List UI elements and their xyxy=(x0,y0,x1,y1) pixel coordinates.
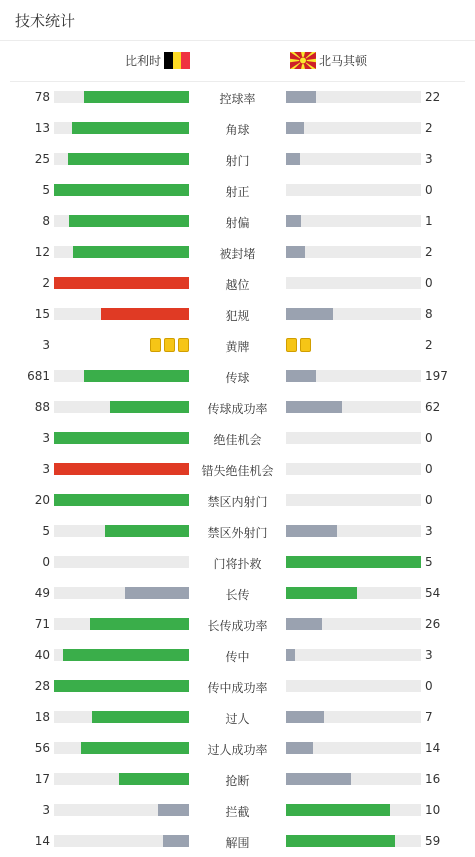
away-stat-bar-track xyxy=(286,432,421,444)
stat-label: 过人 xyxy=(225,712,250,726)
away-stat-value: 197 xyxy=(425,369,448,383)
away-stat-bar-track xyxy=(286,122,421,134)
teams-header xyxy=(10,41,465,82)
away-stat-value: 0 xyxy=(425,431,433,445)
home-stat-value: 20 xyxy=(34,493,50,507)
home-stat-value: 28 xyxy=(34,679,50,693)
away-stat-bar-track xyxy=(286,153,421,165)
away-stat-bar xyxy=(286,711,324,723)
home-stat-bar-track xyxy=(54,463,189,475)
stat-label: 门将扑救 xyxy=(213,557,262,571)
home-stat-value: 15 xyxy=(34,307,50,321)
stat-row xyxy=(0,299,475,330)
stat-row xyxy=(0,826,475,857)
away-stat-bar-track xyxy=(286,277,421,289)
stat-label: 黄牌 xyxy=(225,340,250,354)
away-stat-bar xyxy=(286,525,337,537)
home-stat-value: 17 xyxy=(34,772,50,786)
away-stat-bar xyxy=(286,370,316,382)
header xyxy=(0,0,475,41)
stat-row xyxy=(0,237,475,268)
away-stat-value: 5 xyxy=(425,555,433,569)
away-stat-bar-track xyxy=(286,804,421,816)
stat-label: 解围 xyxy=(225,836,250,850)
away-stat-value: 59 xyxy=(425,834,441,848)
away-stat-bar xyxy=(286,246,305,258)
yellow-card-icon xyxy=(150,338,161,352)
away-stat-bar-track xyxy=(286,370,421,382)
away-stat-bar-track xyxy=(286,556,421,568)
stat-row xyxy=(0,485,475,516)
home-stat-value: 0 xyxy=(42,555,50,569)
away-stat-bar-track xyxy=(286,618,421,630)
home-stat-value: 88 xyxy=(34,400,50,414)
stat-label: 传中成功率 xyxy=(207,681,268,695)
yellow-card-icon xyxy=(300,338,311,352)
home-stat-bar xyxy=(54,494,189,506)
home-stat-bar-track xyxy=(54,122,189,134)
stat-label: 禁区外射门 xyxy=(207,526,268,540)
home-stat-bar xyxy=(105,525,189,537)
home-team-name: 比利时 xyxy=(124,54,161,68)
stat-row xyxy=(0,392,475,423)
away-stat-value: 26 xyxy=(425,617,441,631)
yellow-card-icon xyxy=(178,338,189,352)
away-stat-bar xyxy=(286,804,390,816)
home-stat-bar xyxy=(84,91,189,103)
away-stat-bar-track xyxy=(286,587,421,599)
away-stat-bar-track xyxy=(286,494,421,506)
stat-label: 拦截 xyxy=(225,805,250,819)
away-yellow-cards xyxy=(286,338,311,352)
stat-row xyxy=(0,82,475,113)
home-stat-bar xyxy=(92,711,189,723)
home-stat-bar-track xyxy=(54,773,189,785)
stat-row xyxy=(0,268,475,299)
away-stat-bar-track xyxy=(286,711,421,723)
away-stat-bar-track xyxy=(286,742,421,754)
stat-row xyxy=(0,206,475,237)
home-stat-value: 2 xyxy=(42,276,50,290)
stat-row xyxy=(0,733,475,764)
home-stat-bar xyxy=(69,215,189,227)
stat-label: 被封堵 xyxy=(219,247,256,261)
home-stat-value: 71 xyxy=(34,617,50,631)
stat-label: 长传成功率 xyxy=(207,619,268,633)
home-stat-bar xyxy=(72,122,189,134)
away-stat-value: 62 xyxy=(425,400,441,414)
stat-row xyxy=(0,516,475,547)
home-stat-value: 49 xyxy=(34,586,50,600)
home-stat-bar xyxy=(81,742,189,754)
stat-label: 射偏 xyxy=(225,216,250,230)
home-stat-bar-track xyxy=(54,556,189,568)
stat-row xyxy=(0,764,475,795)
north-macedonia-flag-icon xyxy=(290,52,316,69)
home-stat-bar-track xyxy=(54,432,189,444)
home-stat-bar xyxy=(73,246,189,258)
away-stat-value: 0 xyxy=(425,679,433,693)
away-stat-bar-track xyxy=(286,401,421,413)
home-stat-bar-track xyxy=(54,618,189,630)
home-stat-value: 13 xyxy=(34,121,50,135)
home-stat-value: 8 xyxy=(42,214,50,228)
away-stat-bar xyxy=(286,649,295,661)
home-stat-bar xyxy=(68,153,189,165)
away-stat-bar-track xyxy=(286,215,421,227)
home-stat-bar-track xyxy=(54,835,189,847)
home-stat-bar xyxy=(84,370,189,382)
stat-label: 射正 xyxy=(225,185,250,199)
away-stat-value: 0 xyxy=(425,462,433,476)
away-stat-value: 10 xyxy=(425,803,441,817)
away-stat-value: 3 xyxy=(425,524,433,538)
away-stat-bar-track xyxy=(286,773,421,785)
stat-row xyxy=(0,454,475,485)
away-stat-bar xyxy=(286,401,342,413)
home-stat-bar-track xyxy=(54,370,189,382)
home-stat-bar-track xyxy=(54,184,189,196)
home-stat-bar xyxy=(101,308,189,320)
away-stat-bar-track xyxy=(286,463,421,475)
away-stat-value: 0 xyxy=(425,183,433,197)
away-stat-bar xyxy=(286,91,316,103)
stat-label: 禁区内射门 xyxy=(207,495,268,509)
stat-row xyxy=(0,175,475,206)
home-stat-bar-track xyxy=(54,711,189,723)
stat-row xyxy=(0,330,475,361)
home-stat-bar xyxy=(110,401,189,413)
stat-row xyxy=(0,144,475,175)
away-stat-bar xyxy=(286,835,395,847)
away-stat-value: 14 xyxy=(425,741,441,755)
stat-label: 犯规 xyxy=(225,309,250,323)
away-stat-value: 2 xyxy=(425,121,433,135)
stat-row xyxy=(0,640,475,671)
stat-label: 传中 xyxy=(225,650,250,664)
stat-label: 抢断 xyxy=(225,774,250,788)
home-yellow-cards xyxy=(150,338,189,352)
away-stat-value: 7 xyxy=(425,710,433,724)
away-stat-value: 2 xyxy=(425,338,433,352)
home-stat-bar-track xyxy=(54,587,189,599)
away-stat-bar xyxy=(286,618,322,630)
away-stat-bar-track xyxy=(286,91,421,103)
away-stat-bar-track xyxy=(286,649,421,661)
home-stat-value: 40 xyxy=(34,648,50,662)
page-title: 技术统计 xyxy=(15,12,76,30)
stat-label: 传球成功率 xyxy=(207,402,268,416)
home-stat-bar xyxy=(63,649,189,661)
away-stat-bar-track xyxy=(286,184,421,196)
home-stat-bar xyxy=(158,804,189,816)
home-stat-bar-track xyxy=(54,153,189,165)
home-stat-bar-track xyxy=(54,246,189,258)
home-stat-bar-track xyxy=(54,649,189,661)
home-stat-value: 3 xyxy=(42,803,50,817)
stat-label: 射门 xyxy=(225,154,250,168)
home-stat-bar xyxy=(54,680,189,692)
home-stat-value: 3 xyxy=(42,338,50,352)
away-stat-bar xyxy=(286,153,300,165)
stat-row xyxy=(0,609,475,640)
away-stat-bar-track xyxy=(286,525,421,537)
away-stat-bar-track xyxy=(286,308,421,320)
away-stat-bar xyxy=(286,556,421,568)
stat-row xyxy=(0,361,475,392)
home-stat-value: 3 xyxy=(42,431,50,445)
home-stat-bar-track xyxy=(54,804,189,816)
home-stat-bar xyxy=(119,773,189,785)
home-stat-bar xyxy=(54,463,189,475)
away-stat-value: 8 xyxy=(425,307,433,321)
home-team xyxy=(125,52,190,69)
stat-row xyxy=(0,671,475,702)
stat-label: 传球 xyxy=(225,371,250,385)
home-stat-bar-track xyxy=(54,742,189,754)
home-stat-bar-track xyxy=(54,277,189,289)
home-stat-value: 5 xyxy=(42,524,50,538)
stat-row xyxy=(0,113,475,144)
home-stat-bar xyxy=(54,432,189,444)
home-stat-bar-track xyxy=(54,308,189,320)
home-stat-value: 14 xyxy=(34,834,50,848)
home-stat-bar xyxy=(163,835,189,847)
away-stat-value: 22 xyxy=(425,90,441,104)
home-stat-bar-track xyxy=(54,215,189,227)
stat-row xyxy=(0,423,475,454)
away-stat-value: 54 xyxy=(425,586,441,600)
away-stat-bar-track xyxy=(286,680,421,692)
stat-label: 角球 xyxy=(225,123,250,137)
yellow-card-icon xyxy=(286,338,297,352)
away-team-name: 北马其顿 xyxy=(319,54,368,68)
home-stat-value: 18 xyxy=(34,710,50,724)
home-stat-value: 681 xyxy=(27,369,50,383)
away-stat-value: 1 xyxy=(425,214,433,228)
away-stat-bar xyxy=(286,742,313,754)
home-stat-bar xyxy=(125,587,189,599)
away-stat-bar xyxy=(286,215,301,227)
stat-label: 越位 xyxy=(225,278,250,292)
stat-label: 绝佳机会 xyxy=(213,433,262,447)
home-stat-value: 78 xyxy=(34,90,50,104)
away-stat-value: 16 xyxy=(425,772,441,786)
home-stat-bar-track xyxy=(54,494,189,506)
away-stat-value: 0 xyxy=(425,276,433,290)
stat-label: 错失绝佳机会 xyxy=(201,464,274,478)
away-stat-value: 3 xyxy=(425,152,433,166)
away-stat-value: 3 xyxy=(425,648,433,662)
stat-label: 长传 xyxy=(225,588,250,602)
home-stat-bar-track xyxy=(54,680,189,692)
stat-label: 控球率 xyxy=(219,92,256,106)
away-stat-bar xyxy=(286,308,333,320)
home-stat-bar-track xyxy=(54,401,189,413)
home-stat-bar-track xyxy=(54,91,189,103)
away-stat-bar xyxy=(286,773,351,785)
away-stat-value: 2 xyxy=(425,245,433,259)
home-stat-bar xyxy=(54,277,189,289)
away-stat-bar-track xyxy=(286,835,421,847)
away-stat-bar xyxy=(286,122,304,134)
home-stat-value: 12 xyxy=(34,245,50,259)
home-stat-value: 3 xyxy=(42,462,50,476)
home-stat-bar xyxy=(54,184,189,196)
away-stat-value: 0 xyxy=(425,493,433,507)
home-stat-bar xyxy=(90,618,189,630)
stat-row xyxy=(0,795,475,826)
home-stat-bar-track xyxy=(54,525,189,537)
stat-row xyxy=(0,578,475,609)
away-stat-bar-track xyxy=(286,246,421,258)
away-team xyxy=(290,52,367,69)
stat-row xyxy=(0,547,475,578)
stat-label: 过人成功率 xyxy=(207,743,268,757)
away-stat-bar xyxy=(286,587,357,599)
home-stat-value: 25 xyxy=(34,152,50,166)
home-stat-value: 5 xyxy=(42,183,50,197)
stat-row xyxy=(0,702,475,733)
belgium-flag-icon xyxy=(164,52,190,69)
yellow-card-icon xyxy=(164,338,175,352)
home-stat-value: 56 xyxy=(34,741,50,755)
